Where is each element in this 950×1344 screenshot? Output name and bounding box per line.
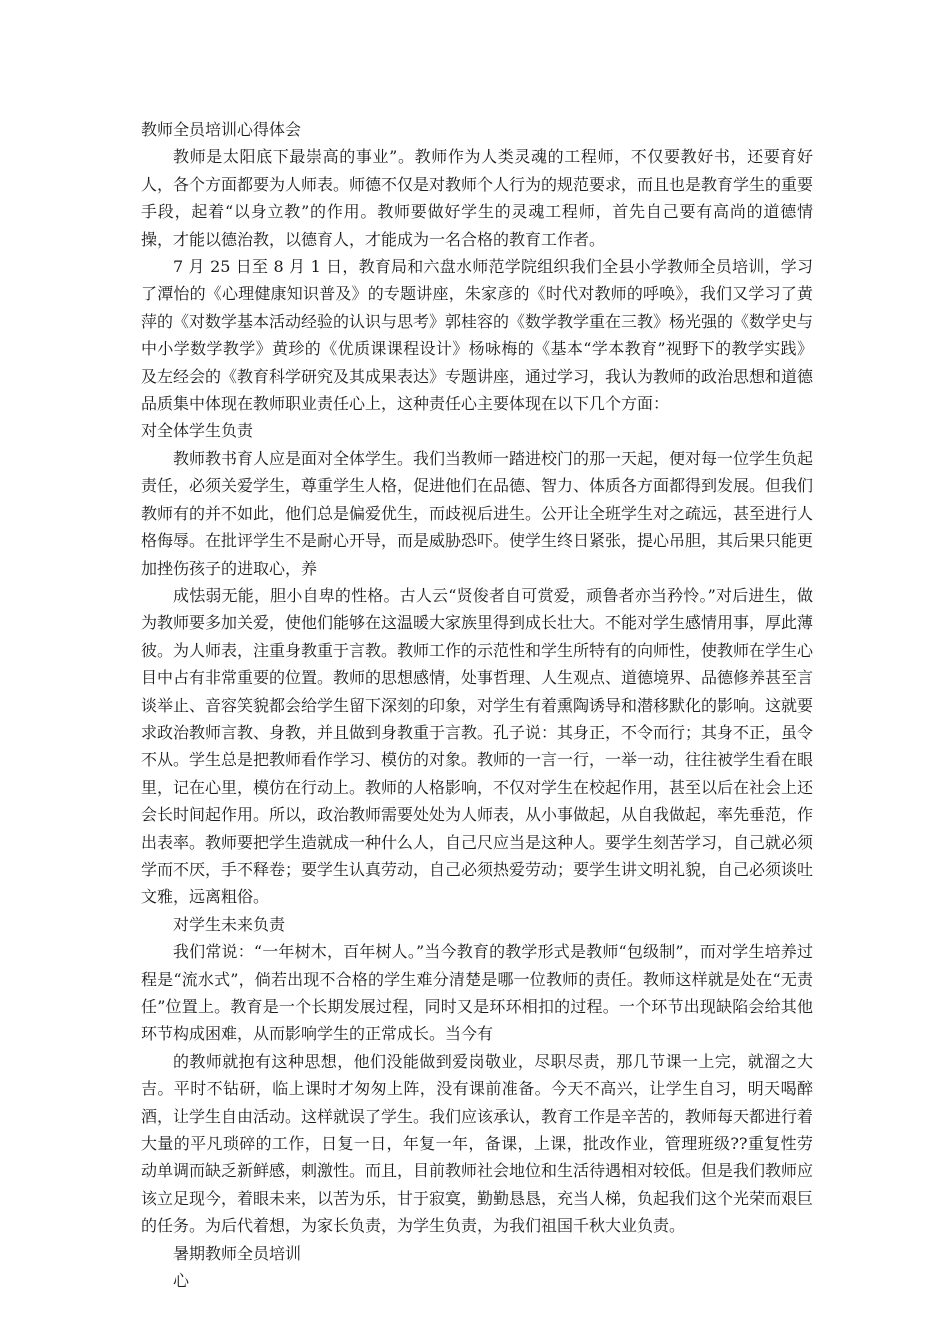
paragraph-future: 我们常说：“一年树木，百年树人。”当今教育的教学形式是教师“包级制”，而对学生培养过程是“流水式”，倘若出现不合格的学生难分清楚是哪一位教师的责任。教师这样就是处在“无责任”位置上。教育是一个长期发展过程，同时又是环环相扣的过程。一个环节出现缺陷会给其他环节构成困难，从而影响学生的正常成长。当今有	[141, 942, 813, 1044]
paragraph-intro: 教师是太阳底下最崇高的事业”。教师作为人类灵魂的工程师，不仅要教好书，还要育好人，各个方面都要为人师表。师德不仅是对教师个人行为的规范要求，而且也是教育学生的重要手段，起着“以身立教”的作用。教师要做好学生的灵魂工程师，首先自己要有高尚的道德情操，才能以德治教，以德育人，才能成为一名合格的教育工作者。	[141, 147, 814, 249]
document-page	[141, 116, 813, 1294]
document-title: 教师全员培训心得体会	[141, 120, 302, 139]
section-heading-summer-training: 暑期教师全员培训	[173, 1243, 302, 1263]
paragraph-all-students: 教师教书育人应是面对全体学生。我们当教师一踏进校门的那一天起，便对每一位学生负起责任，必须关爱学生，尊重学生人格，促进他们在品德、智力、体质各方面都得到发展。但我们教师有的并不如此，他们总是偏爱优生，而歧视后进生。公开让全班学生对之疏远，甚至进行人格侮辱。在批评学生不是耐心开导，而是威胁恐吓。使学生终日紧张，提心吊胆，其后果只能更加挫伤孩子的进取心，养	[141, 448, 814, 578]
paragraph-dedication: 的教师就抱有这种思想，他们没能做到爱岗敬业，尽职尽责，那几节课一上完，就溜之大吉。平时不钻研，临上课时才匆匆上阵，没有课前准备。今天不高兴，让学生自习，明天喝醉酒，让学生自由活动。这样就误了学生。我们应该承认，教育工作是辛苦的，教师每天都进行着大量的平凡琐碎的工作，日复一日，年复一年，备课，上课，批改作业，管理班级??重复性劳动单调而缺乏新鲜感，刺激性。而且，目前教师社会地位和生活待遇相对较低。但是我们教师应该立足现今，着眼未来，以苦为乐，甘于寂寞，勤勤恳恳，充当人梯，负起我们这个光荣而艰巨的任务。为后代着想，为家长负责，为学生负责，为我们祖国千秋大业负责。	[141, 1051, 814, 1236]
section-heading-all-students: 对全体学生负责	[141, 421, 254, 441]
paragraph-role-model: 成怯弱无能，胆小自卑的性格。古人云“贤俊者自可赏爱，顽鲁者亦当矜怜。”对后进生，做为教师要多加关爱，使他们能够在这温暖大家族里得到成长壮大。不能对学生感情用事，厚此薄彼。为人师表，注重身教重于言教。教师工作的示范性和学生所特有的向师性，使教师在学生心目中占有非常重要的位置。教师的思想感情，处事哲理、人生观点、道德境界、品德修养甚至言谈举止、音容笑貌都会给学生留下深刻的印象，对学生有着熏陶诱导和潜移默化的影响。这就要求政治教师言教、身教，并且做到身教重于言教。孔子说：其身正，不令而行；其身不正，虽令不从。学生总是把教师看作学习、模仿的对象。教师的一言一行，一举一动，往往被学生看在眼里，记在心里，模仿在行动上。教师的人格影响，不仅对学生在校起作用，甚至以后在社会上还会长时间起作用。所以，政治教师需要处处为人师表，从小事做起，从自我做起，率先垂范，作出表率。教师要把学生造就成一种什么人，自己尺应当是这种人。要学生刻苦学习，自己就必须学而不厌，手不释卷；要学生认真劳动，自己必须热爱劳动；要学生讲文明礼貌，自己必须谈吐文雅，远离粗俗。	[141, 585, 814, 907]
paragraph-training: 7 月 25 日至 8 月 1 日，教育局和六盘水师范学院组织我们全县小学教师全员培训，学习了潭怡的《心理健康知识普及》的专题讲座，朱家彦的《时代对教师的呼唤》，我们又学习了黄萍的《对数学基本活动经验的认识与思考》郭桂容的《数学教学重在三教》杨光强的《数学史与中小学数学教学》黄珍的《优质课课程设计》杨咏梅的《基本“学本教育”视野下的教学实践》及左经会的《教育科学研究及其成果表达》专题讲座，通过学习，我认为教师的政治思想和道德品质集中体现在教师职业责任心上，这种责任心主要体现在以下几个方面：	[141, 257, 814, 414]
trailing-fragment: 心	[173, 1271, 190, 1291]
section-heading-future: 对学生未来负责	[173, 914, 286, 934]
